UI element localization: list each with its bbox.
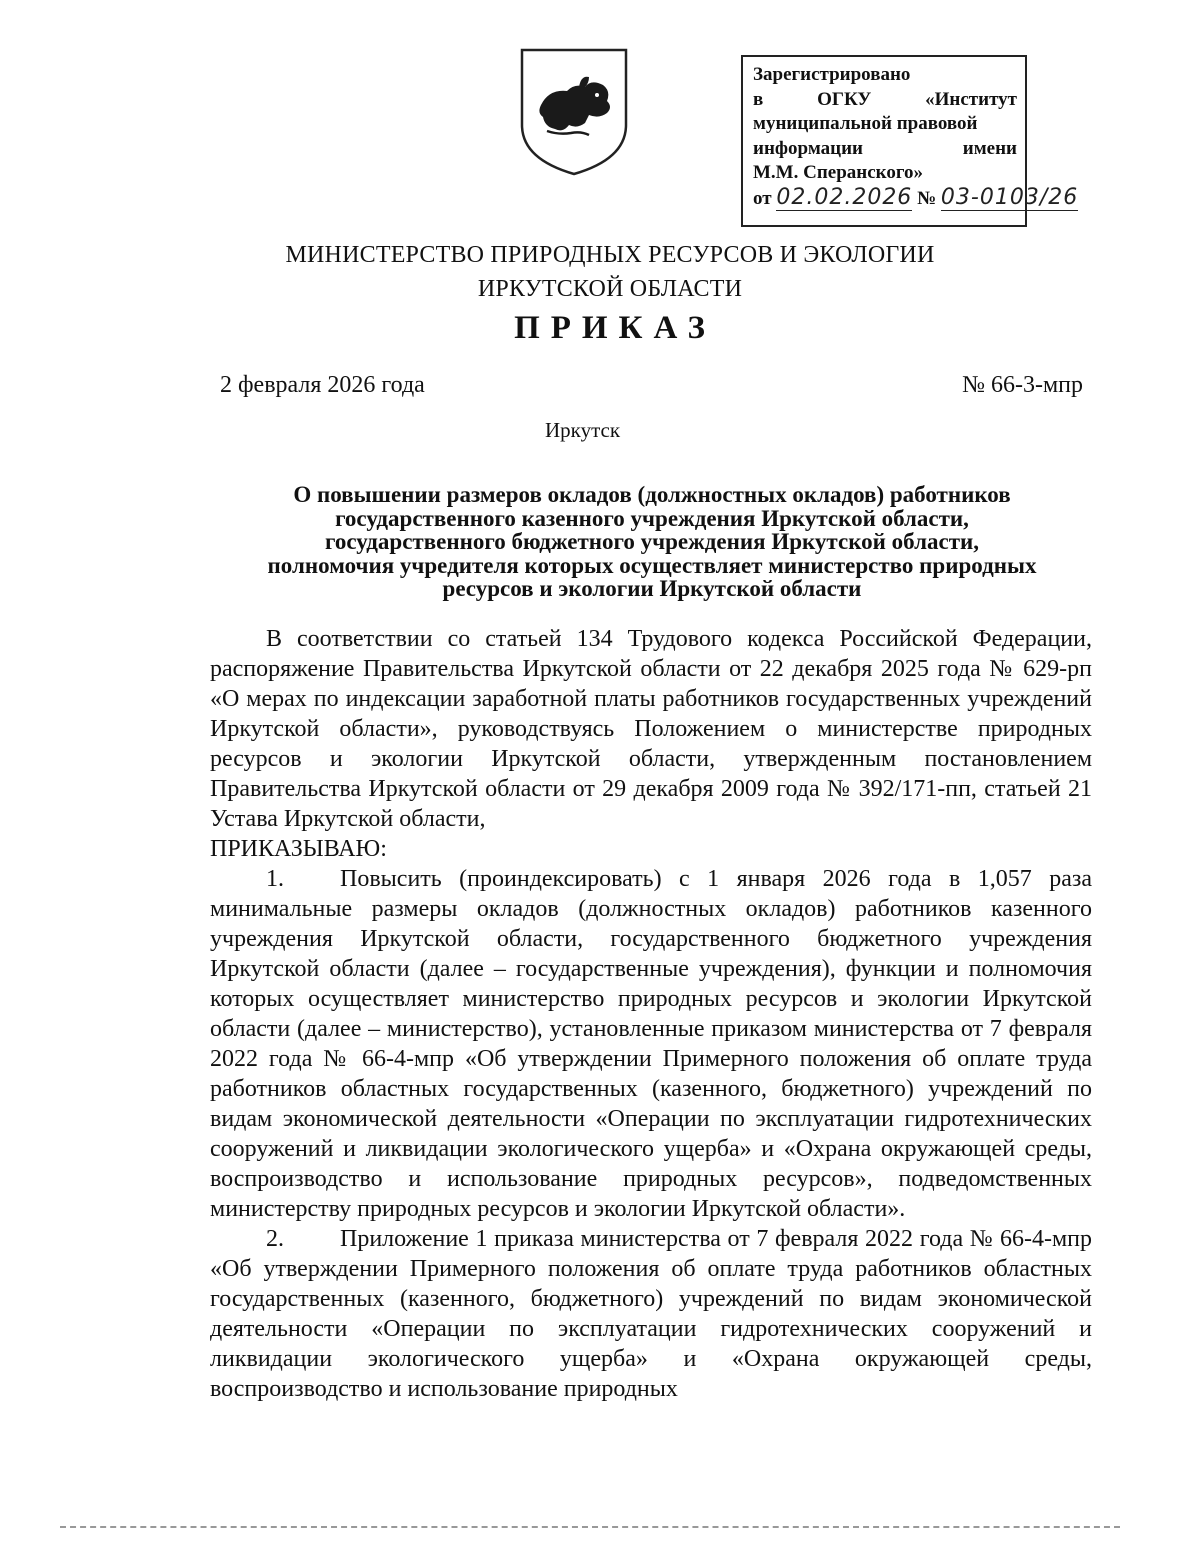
document-body [210,624,1092,1404]
order-item-1 [210,864,1092,1224]
stamp-handwritten-date: 02.02.2026 [776,184,913,210]
ministry-name-line: ИРКУТСКОЙ ОБЛАСТИ [477,276,743,302]
title-line: полномочия учредителя которых осуществляет министерство природных [267,552,1037,578]
order-word: ПРИКАЗЫВАЮ: [210,836,387,862]
item-text: Приложение 1 приказа министерства от 7 февраля 2022 года № 66-4-мпр «Об утверждении Примерного положения об оплате труда работников областных государственных (казенного, бюджетного) учреждений по видам экономической деятельности «Операции по эксплуатации гидротехнических сооружений и ликвидации экологического ущерба» и «Охрана окружающей среды, воспроизводство и использование природных [210,1226,1092,1402]
document-type: ПРИКАЗ [514,310,716,346]
title-line: государственного казенного учреждения Иркутской области, [335,505,969,531]
item-number: 1. [266,866,284,892]
document-number: № 66-3-мпр [962,372,1083,398]
order-item-2 [210,1224,1092,1404]
stamp-line [753,88,1017,113]
coat-of-arms-emblem [519,47,629,177]
stamp-text: имени [962,137,1017,159]
stamp-handwritten-number: 03-0103/26 [940,184,1079,210]
document-title [212,483,1092,601]
title-line: государственного бюджетного учреждения Иркутской области, [324,529,980,554]
document-city: Иркутск [545,418,621,442]
stamp-number-label: № [917,187,937,209]
stamp-from-label: от [753,187,772,209]
ministry-name-line: МИНИСТЕРСТВО ПРИРОДНЫХ РЕСУРСОВ И ЭКОЛОГИИ [285,242,935,268]
stamp-line: муниципальной правовой [753,113,978,134]
stamp-text: информации [753,137,863,159]
stamp-text: в [753,88,764,110]
registration-stamp [741,55,1079,227]
stamp-text: «Институт [925,88,1017,110]
title-line: ресурсов и экологии Иркутской области [442,576,862,601]
document-date: 2 февраля 2026 года [220,372,425,398]
item-number: 2. [266,1226,284,1252]
item-text: Повысить (проиндексировать) с 1 января 2026 года в 1,057 раза минимальные размеры окладов (должностных окладов) работников казенного учреждения Иркутской области, государственного бюджетного учреждения Иркутской области (далее – государственные учреждения), функции и полномочия которых осуществляет министерство природных ресурсов и экологии Иркутской области (далее – министерство), установленные приказом министерства от 7 февраля 2022 года № 66-4-мпр «Об утверждении Примерного положения об оплате труда работников областных государственных (казенного, бюджетного) учреждений по видам экономической деятельности «Операции по эксплуатации гидротехнических сооружений и ликвидации экологического ущерба» и «Охрана окружающей среды, воспроизводство и использование природных ресурсов», подведомственных министерству природных ресурсов и экологии Иркутской области». [210,866,1092,1222]
ministry-name [0,238,1200,306]
stamp-line: М.М. Сперанского» [753,162,924,183]
page-bottom-edge [60,1526,1120,1528]
stamp-line [753,137,1017,162]
title-line: О повышении размеров окладов (должностных окладов) работников [293,482,1011,507]
stamp-text: ОГКУ [817,88,872,110]
stamp-registration-line [753,184,1079,212]
preamble-paragraph: В соответствии со статьей 134 Трудового кодекса Российской Федерации, распоряжение Правительства Иркутской области от 22 декабря 2025 года № 629-рп «О мерах по индексации заработной платы работников государственных учреждений Иркутской области», руководствуясь Положением о министерстве природных ресурсов и экологии Иркутской области, утвержденным постановлением Правительства Иркутской области от 29 декабря 2009 года № 392/171-пп, статьей 21 Устава Иркутской области, [210,626,1092,832]
stamp-line: Зарегистрировано [753,64,911,85]
